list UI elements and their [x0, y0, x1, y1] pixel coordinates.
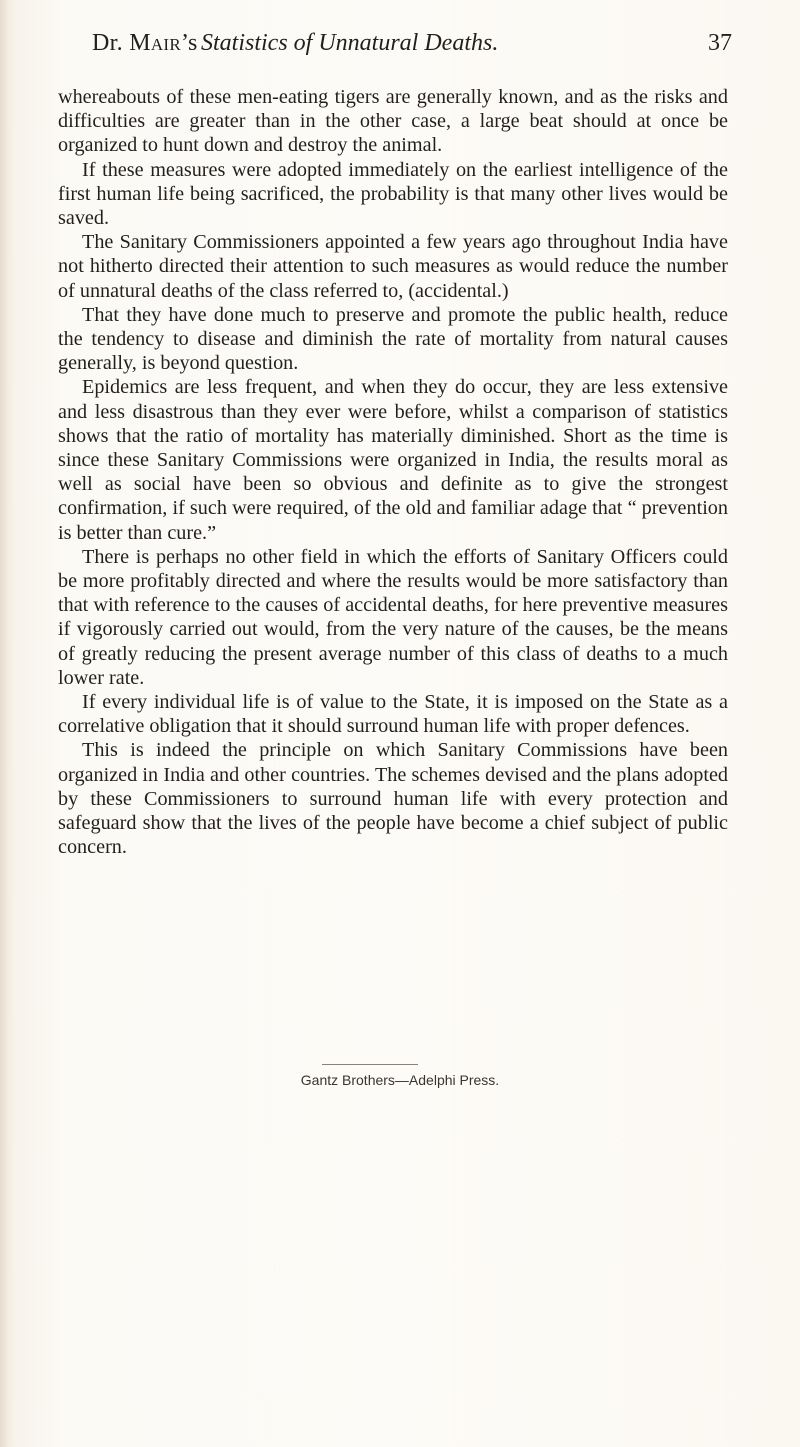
paragraph: There is perhaps no other field in which the efforts of Sanitary Officers could be more profitably directed and where the results would be more satisfactory than that with reference to the causes of accidental deaths, for here preventive measures if vigorously carried out would, from the very nature of the causes, be the means of greatly reducing the present average number of this class of deaths to a much lower rate. — [58, 545, 728, 689]
paragraph: If these measures were adopted immediately on the earliest intelligence of the first human life being sacrificed, the probability is that many other lives would be saved. — [58, 158, 728, 230]
author-prefix: Dr. — [92, 30, 130, 56]
header-title: Statistics of Unnatural Deaths. — [201, 30, 499, 56]
paragraph: The Sanitary Commissioners appointed a few years ago throughout India have not hitherto directed their attention to such measures as would reduce the number of unnatural deaths of the class referred to, (accidental.) — [58, 231, 728, 302]
paragraph: whereabouts of these men-eating tigers are generally known, and as the risks and difficulties are greater than in the other case, a large beat should at once be organized to hunt down and destroy the animal. — [58, 86, 728, 157]
paragraph: This is indeed the principle on which Sanitary Commissions have been organized in India and other countries. The schemes devised and the plans adopted by these Commissioners to surround human life with every protection and safeguard show that the lives of the people have become a chief subject of public concern. — [58, 739, 728, 859]
page-number: 37 — [708, 30, 732, 56]
page-gutter-shadow — [0, 0, 14, 1447]
author-name: Mair — [129, 30, 182, 56]
printer-imprint: Gantz Brothers—Adelphi Press. — [300, 1072, 500, 1088]
body-text — [58, 85, 728, 860]
paragraph: Epidemics are less frequent, and when they do occur, they are less extensive and less disastrous than they ever were before, whilst a comparison of statistics shows that the ratio of mortality has materially diminished. Short as the time is since these Sanitary Commissions were organized in India, the results moral as well as social have been so obvious and definite as to give the strongest confirmation, if such were required, of the old and familiar adage that “ prevention is better than cure.” — [58, 376, 728, 544]
paragraph: If every individual life is of value to the State, it is imposed on the State as a correlative obligation that it should surround human life with proper defences. — [58, 691, 728, 738]
paragraph: That they have done much to preserve and promote the public health, reduce the tendency to disease and diminish the rate of mortality from natural causes generally, is beyond question. — [58, 303, 728, 375]
footer-rule — [322, 1064, 418, 1065]
author-suffix: ’s — [181, 30, 198, 56]
running-header — [92, 26, 732, 66]
header-author — [92, 30, 198, 57]
